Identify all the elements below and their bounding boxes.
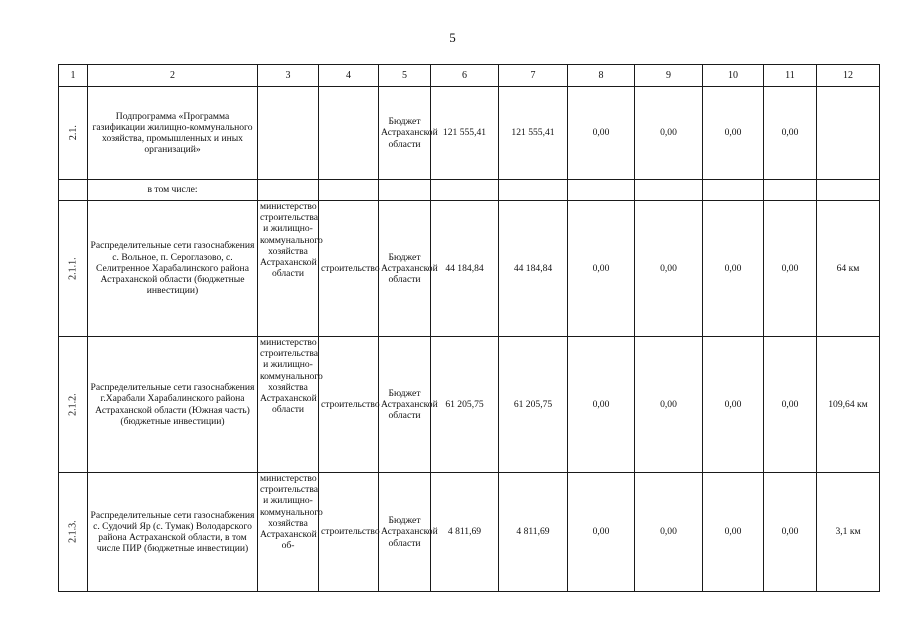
including-label: в том числе: bbox=[88, 180, 258, 201]
executor-cell: министерство строительства и жилищно-коммунального хозяйства Астраханской об- bbox=[258, 473, 319, 592]
type-cell: строительство bbox=[319, 337, 379, 473]
empty-cell bbox=[379, 180, 431, 201]
header-cell: 9 bbox=[635, 65, 703, 87]
row-number: 2.1. bbox=[67, 125, 79, 141]
object-name: Распределительные сети газоснабжения г.Харабали Харабалинского района Астраханской области (Южная часть) (бюджетные инвестиции) bbox=[88, 337, 258, 473]
value-cell: 0,00 bbox=[764, 87, 817, 180]
value-cell: 44 184,84 bbox=[431, 201, 499, 337]
type-cell: строительство bbox=[319, 473, 379, 592]
value-cell: 0,00 bbox=[568, 337, 635, 473]
value-cell: 0,00 bbox=[764, 201, 817, 337]
object-name: Распределительные сети газоснабжения с. Судочий Яр (с. Тумак) Володарского района Астраханской области, в том числе ПИР (бюджетные инвестиции) bbox=[88, 473, 258, 592]
empty-cell bbox=[499, 180, 568, 201]
page-number: 5 bbox=[449, 30, 456, 45]
value-cell: 61 205,75 bbox=[431, 337, 499, 473]
empty-cell bbox=[635, 180, 703, 201]
row-number-cell bbox=[59, 337, 88, 473]
budget-table bbox=[58, 64, 880, 592]
value-cell: 4 811,69 bbox=[431, 473, 499, 592]
value-cell: 0,00 bbox=[568, 87, 635, 180]
value-cell: 0,00 bbox=[635, 87, 703, 180]
result-cell bbox=[817, 87, 880, 180]
value-cell: 61 205,75 bbox=[499, 337, 568, 473]
value-cell: 121 555,41 bbox=[499, 87, 568, 180]
type-cell bbox=[319, 87, 379, 180]
value-cell: 0,00 bbox=[635, 337, 703, 473]
header-cell: 8 bbox=[568, 65, 635, 87]
row-number-cell bbox=[59, 201, 88, 337]
object-name: Распределительные сети газоснабжения с. Вольное, п. Сероглазово, с. Селитренное Харабалинского района Астраханской области (бюджетные инвестиции) bbox=[88, 201, 258, 337]
header-cell: 12 bbox=[817, 65, 880, 87]
result-cell: 109,64 км bbox=[817, 337, 880, 473]
result-cell: 64 км bbox=[817, 201, 880, 337]
header-cell: 11 bbox=[764, 65, 817, 87]
empty-cell bbox=[59, 180, 88, 201]
result-cell: 3,1 км bbox=[817, 473, 880, 592]
value-cell: 0,00 bbox=[703, 473, 764, 592]
executor-cell: министерство строительства и жилищно-коммунального хозяйства Астраханской области bbox=[258, 201, 319, 337]
source-cell: Бюджет Астраханской области bbox=[379, 337, 431, 473]
table-row bbox=[59, 473, 880, 592]
empty-cell bbox=[258, 180, 319, 201]
row-number: 2.1.3. bbox=[67, 520, 79, 544]
subprogram-name: Подпрограмма «Программа газификации жилищно-коммунального хозяйства, промышленных и иных организаций» bbox=[88, 87, 258, 180]
value-cell: 0,00 bbox=[568, 473, 635, 592]
header-cell: 6 bbox=[431, 65, 499, 87]
executor-cell bbox=[258, 87, 319, 180]
value-cell: 0,00 bbox=[703, 87, 764, 180]
header-cell: 4 bbox=[319, 65, 379, 87]
subprogram-row bbox=[59, 87, 880, 180]
row-number: 2.1.1. bbox=[67, 257, 79, 280]
source-cell: Бюджет Астраханской области bbox=[379, 201, 431, 337]
source-cell: Бюджет Астраханской области bbox=[379, 87, 431, 180]
empty-cell bbox=[817, 180, 880, 201]
source-cell: Бюджет Астраханской области bbox=[379, 473, 431, 592]
empty-cell bbox=[764, 180, 817, 201]
executor-cell: министерство строительства и жилищно-коммунального хозяйства Астраханской области bbox=[258, 337, 319, 473]
row-number: 2.1.2. bbox=[67, 393, 79, 416]
table-row bbox=[59, 201, 880, 337]
value-cell: 0,00 bbox=[703, 201, 764, 337]
value-cell: 121 555,41 bbox=[431, 87, 499, 180]
value-cell: 44 184,84 bbox=[499, 201, 568, 337]
value-cell: 0,00 bbox=[568, 201, 635, 337]
header-cell: 5 bbox=[379, 65, 431, 87]
type-cell: строительство bbox=[319, 201, 379, 337]
value-cell: 0,00 bbox=[764, 473, 817, 592]
header-row bbox=[59, 65, 880, 87]
empty-cell bbox=[431, 180, 499, 201]
header-cell: 10 bbox=[703, 65, 764, 87]
value-cell: 4 811,69 bbox=[499, 473, 568, 592]
row-number-cell bbox=[59, 473, 88, 592]
value-cell: 0,00 bbox=[703, 337, 764, 473]
including-row bbox=[59, 180, 880, 201]
empty-cell bbox=[319, 180, 379, 201]
header-cell: 3 bbox=[258, 65, 319, 87]
header-cell: 2 bbox=[88, 65, 258, 87]
header-cell: 1 bbox=[59, 65, 88, 87]
empty-cell bbox=[703, 180, 764, 201]
row-number-cell bbox=[59, 87, 88, 180]
header-cell: 7 bbox=[499, 65, 568, 87]
value-cell: 0,00 bbox=[764, 337, 817, 473]
table-row bbox=[59, 337, 880, 473]
value-cell: 0,00 bbox=[635, 201, 703, 337]
value-cell: 0,00 bbox=[635, 473, 703, 592]
empty-cell bbox=[568, 180, 635, 201]
